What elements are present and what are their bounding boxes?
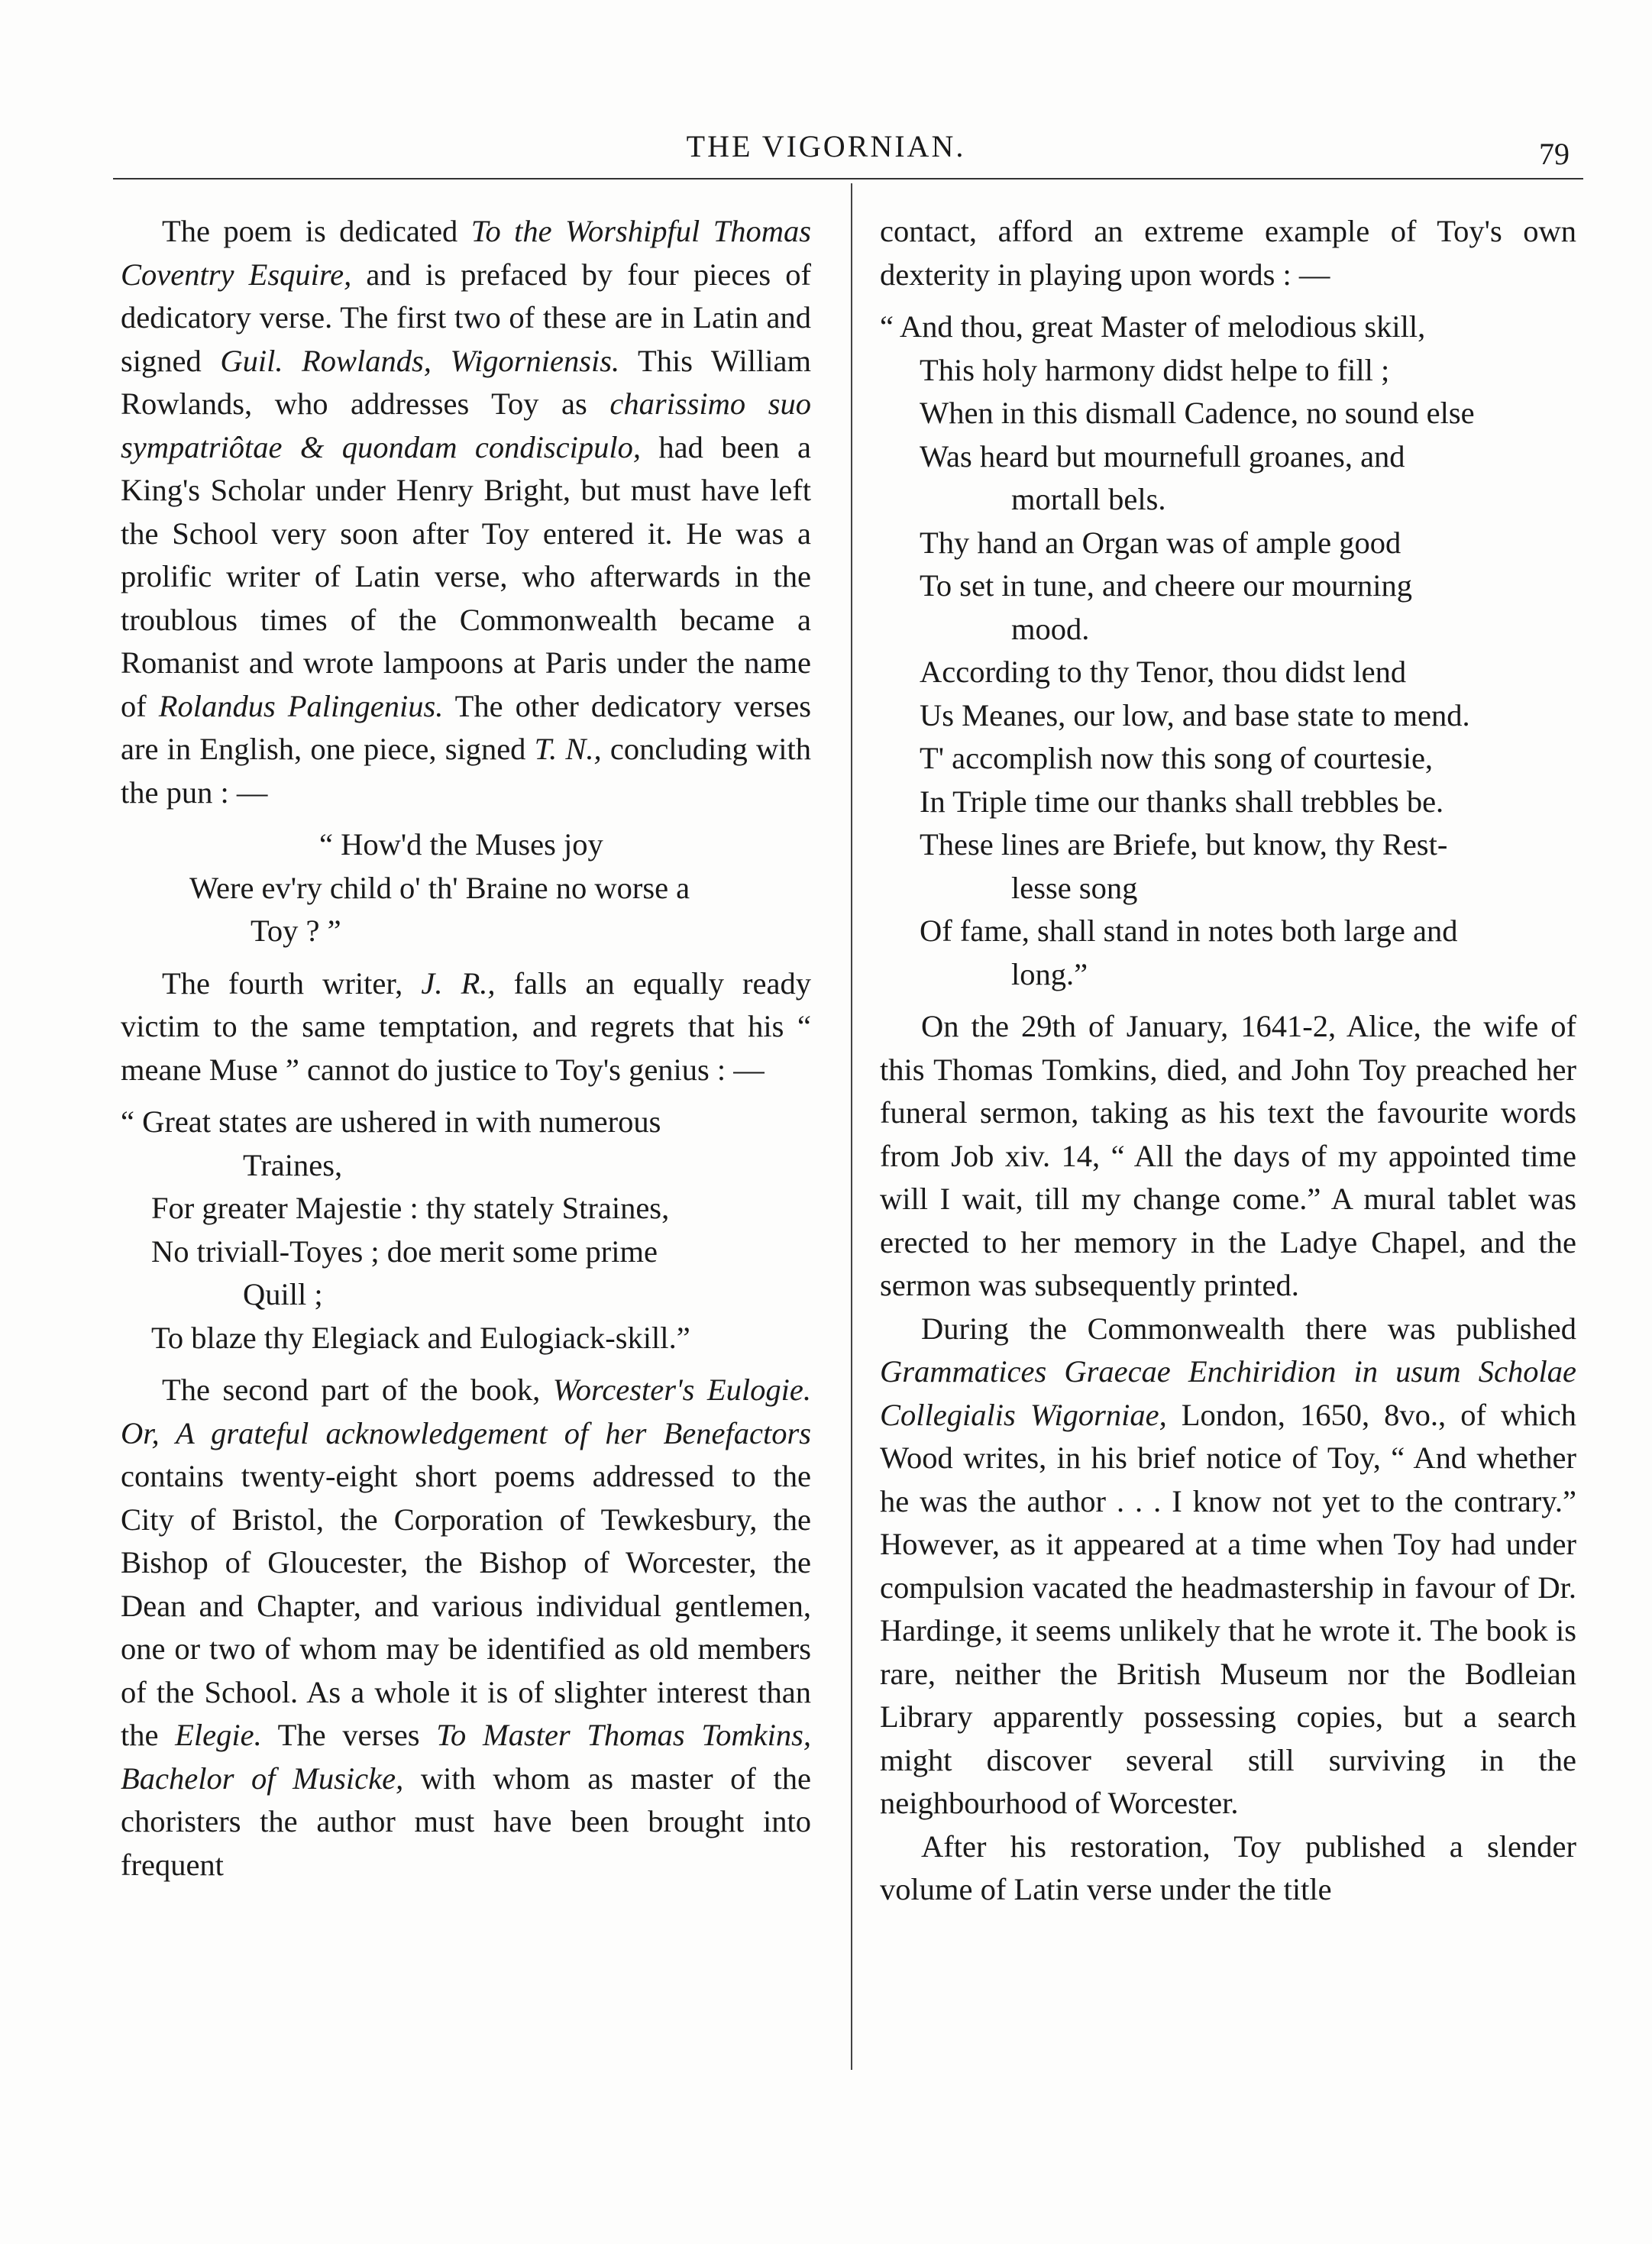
text-run: and is prefaced by four pieces of dedicatory verse. The first two of these are in Latin and signed xyxy=(121,257,811,378)
italic-signature: Guil. Rowlands, Wigorniensis. xyxy=(220,343,620,378)
italic-title: Grammatices Graecae Enchiridion in usum Scholae Collegialis Wigorniae, xyxy=(880,1354,1576,1432)
verse-line: To blaze thy Elegiack and Eulogiack-skill.” xyxy=(151,1320,690,1355)
verse-line: “ Great states are ushered in with numerous xyxy=(121,1104,661,1139)
italic-title: Worcester's Eulogie. Or, A grateful acknowledgement of her Benefactors xyxy=(121,1373,811,1450)
left-column xyxy=(121,210,811,1887)
text-run: falls an equally ready victim to the same temptation, and regrets that his “ meane Muse ” cannot do justice to Toy's genius : — xyxy=(121,965,811,1087)
text-run: The other dedicatory verses are in English, one piece, signed xyxy=(121,688,811,766)
tomkins-verse xyxy=(880,306,1576,996)
italic-title: To the Worshipful Thomas Coventry Esquire, xyxy=(121,214,811,292)
text-run: concluding with the pun : — xyxy=(121,732,811,810)
verse-line: To set in tune, and cheere our mourning xyxy=(920,568,1412,603)
verse-line: mood. xyxy=(1011,611,1090,646)
text-run: The poem is dedicated xyxy=(162,214,471,248)
right-column xyxy=(880,210,1576,1912)
italic-latin: charissimo suo sympatriôtae & quondam condiscipulo, xyxy=(121,386,811,464)
text-run: London, 1650, 8vo., of which Wood writes, in his brief notice of Toy, “ And whether he was the author . . . I know not yet to the contrary.” However, as it appeared at a time when Toy had under compulsion vacated the headmastership in favour of Dr. Hardinge, it seems unlikely that he wrote it. The book is rare, neither the British Museum nor the Bodleian Library apparently possessing copies, but a search might discover several still surviving in the neighbourhood of Worcester. xyxy=(880,1397,1576,1820)
verse-line: long.” xyxy=(1011,956,1088,991)
italic-pseudonym: Rolandus Palingenius. xyxy=(158,688,444,723)
text-run: The fourth writer, xyxy=(162,965,422,1001)
paragraph-second-part xyxy=(121,1369,811,1887)
text-run: The second part of the book, xyxy=(162,1373,553,1407)
paragraph-continuation: contact, afford an extreme example of Toy's own dexterity in playing upon words : — xyxy=(880,214,1576,292)
verse-line: No triviall-Toyes ; doe merit some prime xyxy=(151,1234,658,1269)
text-run: had been a King's Scholar under Henry Bright, but must have left the School very soon after Toy entered it. He was a prolific writer of Latin verse, who afterwards in the troublous times of the Commonwealth became a Romanist and wrote lampoons at Paris under the name of xyxy=(121,429,812,723)
verse-line: Us Meanes, our low, and base state to mend. xyxy=(920,697,1470,732)
paragraph-alice-tomkins: On the 29th of January, 1641-2, Alice, the wife of this Thomas Tomkins, died, and John Toy preached her funeral sermon, taking as his text the favourite words from Job xiv. 14, “ All the days of my appointed time will I wait, till my change come.” A mural tablet was erected to her memory in the Ladye Chapel, and the sermon was subsequently printed. xyxy=(880,1009,1576,1302)
verse-line: Thy hand an Organ was of ample good xyxy=(920,525,1401,560)
verse-line: “ And thou, great Master of melodious skill, xyxy=(880,309,1426,344)
pun-verse xyxy=(121,823,811,953)
paragraph-fourth-writer xyxy=(121,962,811,1092)
paragraph-restoration: After his restoration, Toy published a slender volume of Latin verse under the title xyxy=(880,1829,1576,1906)
verse-line: Was heard but mournefull groanes, and xyxy=(920,438,1405,474)
verse-line: T' accomplish now this song of courtesie, xyxy=(920,741,1434,775)
verse-line: mortall bels. xyxy=(1011,482,1166,516)
verse-line: This holy harmony didst helpe to fill ; xyxy=(920,352,1390,387)
text-run: During the Commonwealth there was published xyxy=(921,1311,1576,1346)
verse-line: Were ev'ry child o' th' Braine no worse a xyxy=(189,870,690,905)
running-title: THE VIGORNIAN. xyxy=(686,129,966,163)
verse-line: According to thy Tenor, thou didst lend xyxy=(920,655,1407,689)
page-number: 79 xyxy=(1539,137,1570,171)
text-run: This William Rowlands, who addresses Toy as xyxy=(121,343,811,421)
column-divider xyxy=(851,183,852,2070)
paragraph-dedication xyxy=(121,210,811,814)
verse-line: Toy ? ” xyxy=(251,913,341,948)
italic-initials: T. N., xyxy=(534,732,602,766)
italic-title: To Master Thomas Tomkins, Bachelor of Musicke, xyxy=(121,1718,811,1796)
italic-title: Elegie. xyxy=(175,1718,262,1752)
verse-line: These lines are Briefe, but know, thy Rest- xyxy=(920,827,1448,862)
italic-initials: J. R., xyxy=(421,965,496,1001)
great-states-verse xyxy=(121,1101,811,1360)
verse-line: Of fame, shall stand in notes both large and xyxy=(920,913,1458,948)
verse-line: “ How'd the Muses joy xyxy=(319,827,603,862)
verse-line: In Triple time our thanks shall trebbles be. xyxy=(920,784,1444,819)
verse-line: Quill ; xyxy=(243,1277,323,1311)
verse-line: For greater Majestie : thy stately Straines, xyxy=(151,1191,670,1225)
text-run: The verses xyxy=(261,1718,437,1752)
text-run: contains twenty-eight short poems addressed to the City of Bristol, the Corporation of Tewkesbury, the Bishop of Gloucester, the Bishop of Worcester, the Dean and Chapter, and various individual gentlemen, one or two of whom may be identified as old members of the School. As a whole it is of slighter interest than the xyxy=(121,1459,811,1752)
verse-line: When in this dismall Cadence, no sound else xyxy=(920,396,1475,430)
header-rule xyxy=(113,178,1583,179)
verse-line: lesse song xyxy=(1011,870,1138,905)
paragraph-commonwealth xyxy=(880,1308,1576,1825)
verse-line: Traines, xyxy=(243,1147,343,1182)
text-run: with whom as master of the choristers the author must have been brought into frequent xyxy=(121,1761,811,1882)
